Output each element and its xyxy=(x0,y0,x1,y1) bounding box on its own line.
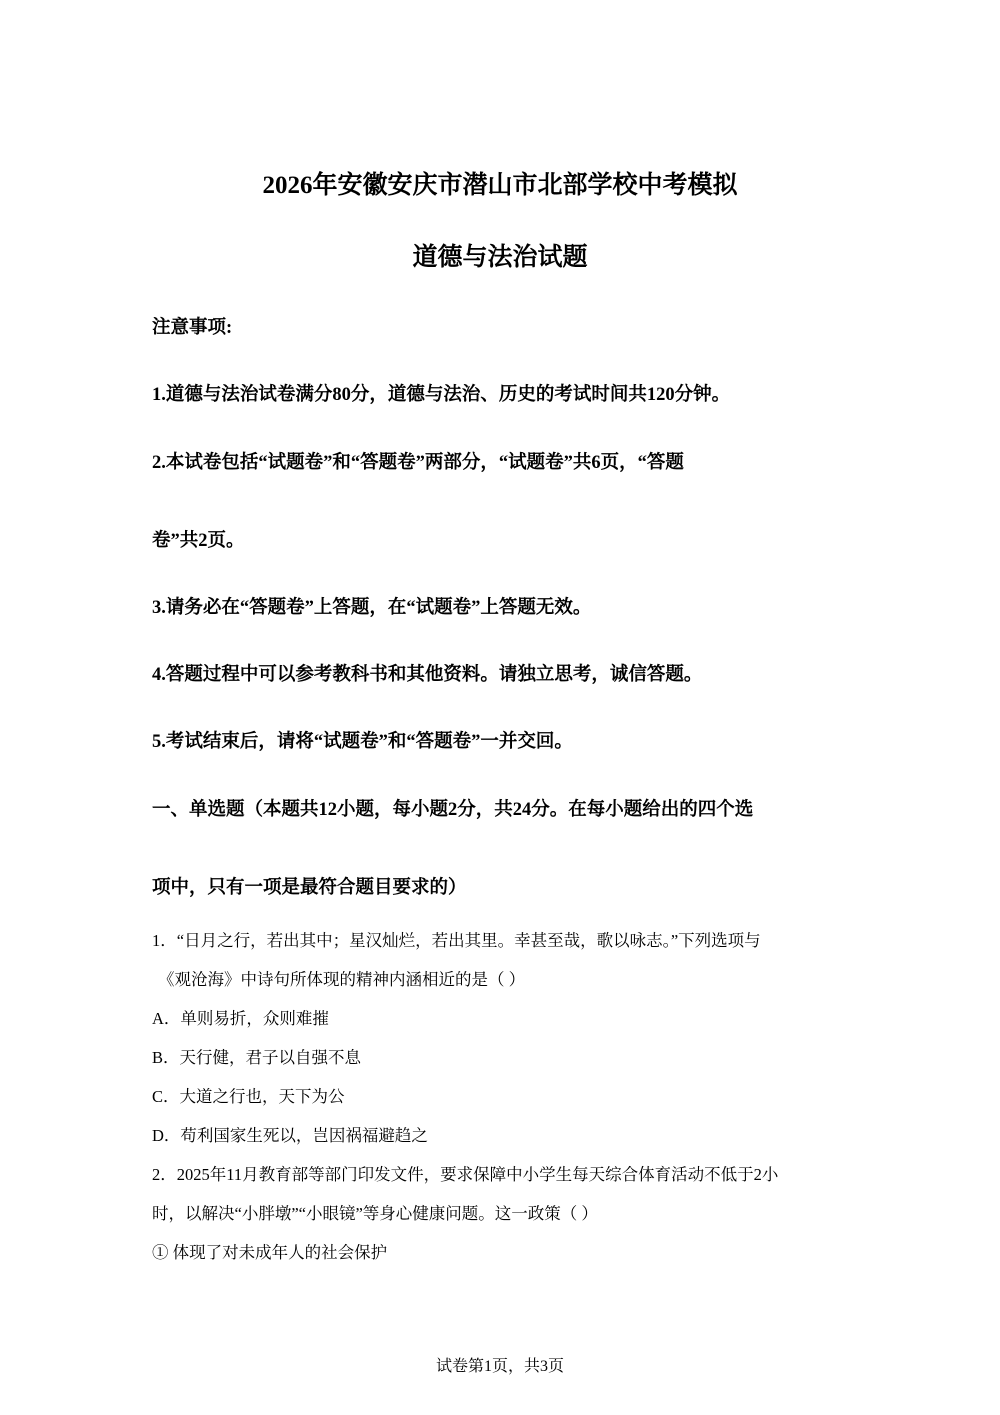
question-2-item-1: ① 体现了对未成年人的社会保护 xyxy=(152,1243,388,1262)
page-footer: 试卷第1页，共3页 xyxy=(435,1358,564,1375)
section-heading-line-2: 项中，只有一项是最符合题目要求的） xyxy=(152,878,467,898)
question-2-stem-line-1: 2．2025年11月教育部等部门印发文件，要求保障中小学生每天综合体育活动不低于2小 xyxy=(152,1165,779,1184)
question-1-stem-line-2: 《观沧海》中诗句所体现的精神内涵相近的是（ ） xyxy=(158,970,526,989)
question-1-option-c: C．大道之行也，天下为公 xyxy=(152,1087,345,1106)
notice-item-3: 3.请务必在“答题卷”上答题，在“试题卷”上答题无效。 xyxy=(152,598,592,618)
notice-item-1: 1.道德与法治试卷满分80分，道德与法治、历史的考试时间共120分钟。 xyxy=(152,385,731,405)
question-1-option-b: B．天行健，君子以自强不息 xyxy=(152,1048,362,1067)
question-1-stem-line-1: 1．“日月之行，若出其中；星汉灿烂，若出其里。幸甚至哉，歌以咏志。”下列选项与 xyxy=(152,931,761,950)
notice-item-5: 5.考试结束后，请将“试题卷”和“答题卷”一并交回。 xyxy=(152,732,573,752)
question-1-option-a: A．单则易折，众则难摧 xyxy=(152,1009,329,1028)
section-heading-line-1: 一、单选题（本题共12小题，每小题2分，共24分。在每小题给出的四个选 xyxy=(152,800,754,820)
notice-item-2-line-1: 2.本试卷包括“试题卷”和“答题卷”两部分，“试题卷”共6页，“答题 xyxy=(152,453,684,473)
question-2-stem-line-2: 时，以解决“小胖墩”“小眼镜”等身心健康问题。这一政策（ ） xyxy=(152,1204,598,1223)
notice-item-4: 4.答题过程中可以参考教科书和其他资料。请独立思考，诚信答题。 xyxy=(152,665,703,685)
question-1-option-d: D．苟利国家生死以，岂因祸福避趋之 xyxy=(152,1126,428,1145)
notice-heading: 注意事项: xyxy=(152,318,233,338)
exam-subject: 道德与法治试题 xyxy=(412,244,588,271)
exam-title: 2026年安徽安庆市潜山市北部学校中考模拟 xyxy=(262,172,738,199)
notice-item-2-line-2: 卷”共2页。 xyxy=(152,531,245,551)
